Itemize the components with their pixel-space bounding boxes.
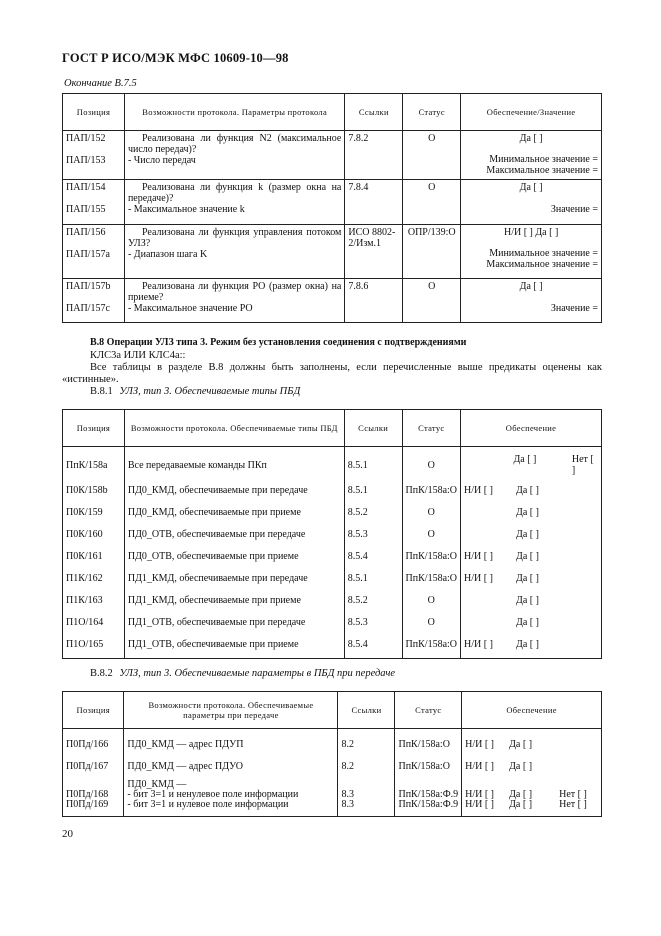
cell-pos: П0К/161 (63, 545, 125, 567)
cell-no: Нет [ ] (571, 454, 594, 476)
table-row (63, 225, 602, 279)
cell-ref: 8.5.3 (344, 611, 402, 633)
cell-yes: Да [ ] (516, 616, 539, 628)
cell-cap: Реализована ли функция РО (размер окна) на приеме? (127, 281, 342, 303)
cell-status: ПпК/158a:О (402, 479, 460, 501)
table-row (63, 777, 602, 817)
col-header-ref: Ссылки (338, 692, 395, 729)
cell-cap: ПД0_ОТВ, обеспечиваемые при передаче (124, 523, 344, 545)
cell-value: Да [ ] (519, 133, 543, 144)
cell-cap: Реализована ли функция k (размер окна на передаче)? (127, 182, 342, 204)
cell-ref: 8.5.2 (344, 501, 402, 523)
cell-no: Нет [ ] (559, 798, 587, 810)
cell-status: ПпК/158a:О (395, 755, 462, 777)
cell-ni: Н/И [ ] (464, 572, 493, 584)
table-row (63, 180, 602, 225)
cell-cap: Реализована ли функция управления потоком УЛЗ? (127, 227, 342, 249)
cell-cap: ПД0_ОТВ, обеспечиваемые при приеме (124, 545, 344, 567)
page-header: ГОСТ Р ИСО/МЭК МФС 10609-10—98 (62, 51, 289, 65)
cell-pos: ПАП/153 (66, 155, 106, 166)
cell-value: Значение = (550, 303, 598, 314)
table-row (63, 567, 602, 589)
cell-cap: Все передаваемые команды ПКп (124, 447, 344, 480)
cell-cap: ПД0_КМД — адрес ПДУО (124, 755, 338, 777)
cell-ni: Н/И [ ] (465, 798, 494, 810)
cell-yes: Да [ ] (516, 594, 539, 606)
cell-yes: Да [ ] (516, 528, 539, 540)
cell-support (462, 729, 602, 756)
cell-cap: ПД1_ОТВ, обеспечиваемые при передаче (124, 611, 344, 633)
cell-support (461, 611, 602, 633)
cell-yes: Да [ ] (509, 788, 533, 800)
cell-support (461, 447, 602, 480)
cell-status: О (403, 180, 461, 225)
cell-support (461, 523, 602, 545)
page-number: 20 (62, 828, 73, 840)
cell-support (461, 545, 602, 567)
table-row (63, 545, 602, 567)
cell-ref: 8.5.2 (344, 589, 402, 611)
cell-yes: Да [ ] (516, 638, 539, 650)
cell-value: Да [ ] (519, 182, 543, 193)
cell-pos: ПпК/158a (63, 447, 125, 480)
cell-yes: Да [ ] (516, 484, 539, 496)
cell-value: Н/И [ ] Да [ ] (503, 227, 559, 238)
cell-pos: ПАП/157b (66, 281, 111, 292)
cell-yes: Да [ ] (509, 738, 533, 750)
cell-cap: - бит 3=1 и нулевое поле информации (127, 799, 289, 810)
cell-pos: П1К/162 (63, 567, 125, 589)
cell-status: О (402, 589, 460, 611)
cell-cap: ПД0_КМД, обеспечиваемые при передаче (124, 479, 344, 501)
cell-status: О (403, 279, 461, 323)
cell-ref: 7.8.2 (345, 131, 403, 180)
section-b8-title: В.8 Операции УЛЗ типа 3. Режим без установления соединения с подтверждениями (90, 337, 467, 348)
col-header-pos: Позиция (63, 94, 125, 131)
col-header-support: Обеспечение (461, 410, 602, 447)
cell-ref: 8.5.1 (344, 447, 402, 480)
cell-support (461, 633, 602, 659)
subsection-number: В.8.1 (90, 386, 113, 397)
cell-pos: ПАП/157c (66, 303, 110, 314)
cell-value: Да [ ] (519, 281, 543, 292)
col-header-cap: Возможности протокола. Обеспечиваемые параметры при передаче (124, 692, 338, 729)
table-b82 (62, 691, 602, 817)
cell-pos: П0Пд/167 (63, 755, 124, 777)
cell-value: Минимальное значение = (489, 248, 598, 259)
table-header-row (63, 94, 602, 131)
table-row (63, 279, 602, 323)
cell-value: Максимальное значение = (486, 165, 598, 176)
cell-support (461, 589, 602, 611)
table-body (63, 447, 602, 659)
cell-status: ПпК/158a:О (402, 545, 460, 567)
cell-support (462, 755, 602, 777)
table-row (63, 479, 602, 501)
cell-cap: ПД1_КМД, обеспечиваемые при передаче (124, 567, 344, 589)
cell-status: ПпК/158a:Ф.9 (398, 788, 459, 800)
table1-caption: Окончание В.7.5 (64, 78, 137, 89)
cell-cap: ПД1_ОТВ, обеспечиваемые при приеме (124, 633, 344, 659)
table-row (63, 633, 602, 659)
col-header-ref: Ссылки (345, 94, 403, 131)
table-row (63, 131, 602, 180)
cell-pos: ПАП/157a (66, 249, 110, 260)
cell-cap: - Максимальное значение k (127, 204, 245, 215)
table-row (63, 589, 602, 611)
cell-ref: 8.5.1 (344, 479, 402, 501)
table-row (63, 755, 602, 777)
cell-cap: - бит 3=1 и ненулевое поле информации (127, 789, 299, 800)
cell-ni (464, 617, 508, 628)
cell-ni: Н/И [ ] (464, 550, 493, 562)
section-b8-text: Все таблицы в разделе В.8 должны быть заполнены, если перечисленные выше предикаты оценены как «истинные». (62, 362, 602, 385)
table-b75 (62, 93, 602, 323)
col-header-pos: Позиция (63, 692, 124, 729)
table-header-row (63, 410, 602, 447)
cell-no: Нет [ ] (559, 788, 587, 800)
cell-ni (464, 529, 508, 540)
cell-ref: 8.5.3 (344, 523, 402, 545)
cell-pos: П1О/165 (63, 633, 125, 659)
cell-ni (464, 454, 505, 476)
col-header-pos: Позиция (63, 410, 125, 447)
cell-ni: Н/И [ ] (465, 788, 494, 800)
subsection-title: УЛЗ, тип 3. Обеспечиваемые типы ПБД (119, 386, 301, 397)
subsection-b81 (90, 386, 300, 398)
cell-ref: 7.8.6 (345, 279, 403, 323)
cell-pos: П1О/164 (63, 611, 125, 633)
cell-cap: - Диапазон шага K (127, 249, 208, 260)
cell-pos: ПАП/156 (66, 227, 106, 238)
table-row (63, 447, 602, 480)
cell-pos: П0К/159 (63, 501, 125, 523)
col-header-status: Статус (395, 692, 462, 729)
cell-pos: ПАП/152 (66, 133, 106, 144)
cell-cap: ПД0_КМД — адрес ПДУП (124, 729, 338, 756)
table-row (63, 611, 602, 633)
cell-ref: 8.2 (338, 729, 395, 756)
cell-yes: Да [ ] (516, 550, 539, 562)
cell-cap: ПД0_КМД, обеспечиваемые при приеме (124, 501, 344, 523)
cell-ref: 8.2 (338, 755, 395, 777)
cell-pos: П0Пд/169 (66, 798, 109, 810)
cell-support (461, 479, 602, 501)
cell-ni (464, 507, 508, 518)
cell-yes: Да [ ] (516, 572, 539, 584)
section-b8-predicate: КЛС3а ИЛИ КЛС4а:: (90, 350, 186, 361)
cell-pos: ПАП/154 (66, 182, 106, 193)
cell-yes: Да [ ] (513, 454, 537, 465)
cell-pos: П0К/158b (63, 479, 125, 501)
cell-ni: Н/И [ ] (465, 738, 494, 750)
col-header-value: Обеспечение/Значение (461, 94, 602, 131)
cell-status: ОПР/139:О (403, 225, 461, 279)
cell-ref: 8.3 (341, 788, 354, 800)
table-row (63, 501, 602, 523)
cell-ref: 8.5.4 (344, 545, 402, 567)
subsection-title: УЛЗ, тип 3. Обеспечиваемые параметры в ПБД при передаче (119, 668, 396, 679)
cell-yes: Да [ ] (516, 506, 539, 518)
cell-pos: ПАП/155 (66, 204, 106, 215)
cell-ni: Н/И [ ] (465, 760, 494, 772)
cell-status: О (402, 501, 460, 523)
col-header-support: Обеспечение (462, 692, 602, 729)
table-header-row (63, 692, 602, 729)
col-header-cap: Возможности протокола. Параметры протокола (124, 94, 344, 131)
table-row (63, 523, 602, 545)
cell-pos: П0Пд/168 (66, 788, 109, 800)
cell-pos: П1К/163 (63, 589, 125, 611)
table-b81 (62, 409, 602, 659)
cell-status: ПпК/158a:О (402, 633, 460, 659)
cell-value: Минимальное значение = (489, 154, 598, 165)
col-header-status: Статус (402, 410, 460, 447)
table-row (63, 729, 602, 756)
cell-cap: ПД1_КМД, обеспечиваемые при приеме (124, 589, 344, 611)
cell-support (461, 501, 602, 523)
cell-ni: Н/И [ ] (464, 638, 493, 650)
cell-status: ПпК/158a:О (395, 729, 462, 756)
cell-ref: 7.8.4 (345, 180, 403, 225)
subsection-number: В.8.2 (90, 668, 113, 679)
cell-status: ПпК/158a:Ф.9 (398, 798, 459, 810)
cell-status: О (403, 131, 461, 180)
cell-ni: Н/И [ ] (464, 484, 493, 496)
cell-pos: П0К/160 (63, 523, 125, 545)
cell-status: О (402, 611, 460, 633)
col-header-status: Статус (403, 94, 461, 131)
cell-ref: 8.5.1 (344, 567, 402, 589)
cell-status: О (402, 523, 460, 545)
cell-ref: 8.5.4 (344, 633, 402, 659)
cell-value: Максимальное значение = (486, 259, 598, 270)
cell-yes: Да [ ] (509, 760, 533, 772)
table-body (63, 729, 602, 778)
subsection-b82 (90, 668, 395, 680)
cell-value: Значение = (550, 204, 598, 215)
cell-ref: ИСО 8802-2/Изм.1 (345, 225, 403, 279)
cell-ni (464, 595, 508, 606)
cell-cap: - Число передач (127, 155, 196, 166)
col-header-ref: Ссылки (344, 410, 402, 447)
cell-status: ПпК/158a:О (402, 567, 460, 589)
cell-cap: - Максимальное значение РО (127, 303, 253, 314)
cell-status: О (402, 447, 460, 480)
cell-ref: 8.3 (341, 798, 354, 810)
cell-pos: П0Пд/166 (63, 729, 124, 756)
col-header-cap: Возможности протокола. Обеспечиваемые типы ПБД (124, 410, 344, 447)
cell-cap: Реализована ли функция N2 (максимальное число передач)? (127, 133, 342, 155)
cell-support (461, 567, 602, 589)
cell-cap: ПД0_КМД — (127, 779, 187, 790)
cell-yes: Да [ ] (509, 798, 533, 810)
